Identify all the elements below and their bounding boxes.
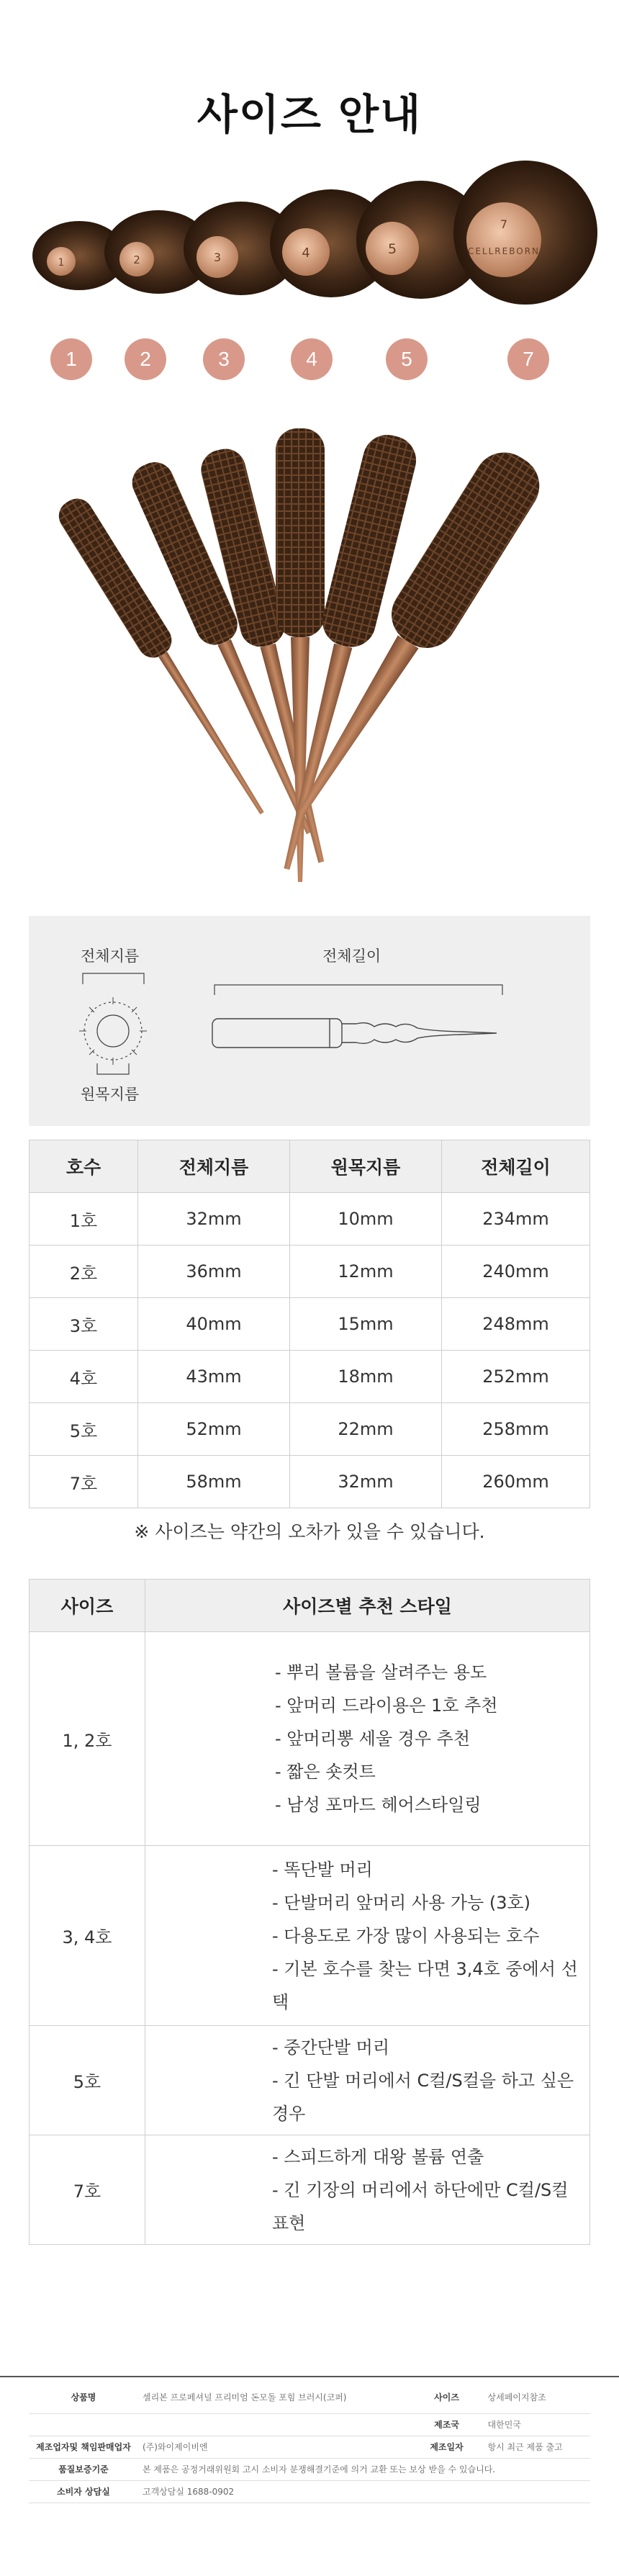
style-list-cell	[145, 1632, 590, 1846]
page-title: 사이즈 안내	[196, 90, 423, 139]
cell: 7호	[30, 1456, 138, 1508]
cell: 258mm	[442, 1403, 590, 1456]
style-list	[275, 1656, 589, 1821]
style-recommendation-table	[29, 1579, 590, 2245]
col-header-total-length: 전체길이	[442, 1140, 590, 1193]
brush-lineup-image	[29, 148, 597, 324]
measurement-diagram	[29, 916, 590, 1126]
info-value: 고객상담실 1688-0902	[138, 2480, 590, 2503]
table-row	[30, 1403, 590, 1456]
size-table	[29, 1140, 590, 1508]
number-badge-2: 2	[125, 338, 166, 380]
core-diameter-label: 원목지름	[81, 1086, 140, 1103]
cell: 52mm	[138, 1403, 290, 1456]
info-label-empty	[29, 2413, 138, 2436]
info-divider	[0, 2376, 619, 2377]
info-value-empty	[138, 2413, 410, 2436]
style-list-cell	[145, 2135, 590, 2245]
cell: 32mm	[138, 1193, 290, 1246]
list-item: - 짧은 숏컷트	[275, 1762, 376, 1782]
col-header-number: 호수	[30, 1140, 138, 1193]
table-row	[30, 1298, 590, 1351]
table-row	[29, 2458, 590, 2480]
info-label: 제조국	[410, 2413, 484, 2436]
info-value: 본 제품은 공정거래위원회 고시 소비자 분쟁해결기준에 의거 교환 또는 보상 받을 수 있습니다.	[138, 2458, 590, 2480]
info-label: 제조일자	[410, 2436, 484, 2458]
diagram-drawing	[29, 916, 590, 1126]
size-cell: 3, 4호	[30, 1846, 145, 2026]
table-row	[30, 1846, 590, 2026]
cell: 12mm	[290, 1246, 442, 1298]
table-row	[30, 1246, 590, 1298]
brush-engraving-4: 4	[302, 246, 310, 261]
cell: 3호	[30, 1298, 138, 1351]
cell: 4호	[30, 1351, 138, 1403]
brush-number-row	[0, 338, 619, 389]
col-header-size: 사이즈	[30, 1580, 145, 1632]
table-row	[30, 1351, 590, 1403]
cell: 58mm	[138, 1456, 290, 1508]
info-value: 대한민국	[484, 2413, 590, 2436]
cell: 22mm	[290, 1403, 442, 1456]
number-badge-1: 1	[50, 338, 92, 380]
cell: 5호	[30, 1403, 138, 1456]
table-row	[29, 2436, 590, 2458]
cell: 240mm	[442, 1246, 590, 1298]
table-row	[30, 2026, 590, 2135]
number-badge-7: 7	[507, 338, 549, 380]
style-table-header	[30, 1580, 590, 1632]
info-value: (주)와이제이비엔	[138, 2436, 410, 2458]
cell: 2호	[30, 1246, 138, 1298]
list-item: - 남성 포마드 헤어스타일링	[275, 1795, 482, 1815]
brand-engraving: CELLREBORN	[467, 246, 541, 256]
brush-engraving-3: 3	[213, 251, 222, 264]
style-list	[272, 1853, 589, 2019]
number-badge-3: 3	[203, 338, 245, 380]
cell: 40mm	[138, 1298, 290, 1351]
list-item: - 기본 호수를 찾는 다면 3,4호 중에서 선택	[272, 1958, 578, 2012]
list-item: - 긴 단발 머리에서 C컬/S컬을 하고 싶은 경우	[272, 2070, 574, 2124]
cell: 248mm	[442, 1298, 590, 1351]
cell: 260mm	[442, 1456, 590, 1508]
list-item: - 중간단발 머리	[272, 2037, 390, 2058]
col-header-total-diameter: 전체지름	[138, 1140, 290, 1193]
style-list	[272, 2031, 589, 2130]
total-length-label: 전체길이	[322, 947, 381, 965]
table-row	[30, 1456, 590, 1508]
size-cell: 7호	[30, 2135, 145, 2245]
list-item: - 단발머리 앞머리 사용 가능 (3호)	[272, 1892, 531, 1913]
list-item: - 뿌리 볼륨을 살려주는 용도	[275, 1662, 487, 1683]
size-cell: 1, 2호	[30, 1632, 145, 1846]
table-row	[29, 2480, 590, 2503]
list-item: - 스피드하게 대왕 볼륨 연출	[272, 2146, 484, 2167]
info-label: 사이즈	[410, 2382, 484, 2413]
cell: 252mm	[442, 1351, 590, 1403]
col-header-style: 사이즈별 추천 스타일	[145, 1580, 590, 1632]
product-info-table	[29, 2382, 590, 2503]
cell: 36mm	[138, 1246, 290, 1298]
total-diameter-label: 전체지름	[81, 947, 140, 965]
table-row	[30, 2135, 590, 2245]
info-value: 항시 최근 제품 출고	[484, 2436, 590, 2458]
info-value: 상세페이지참조	[484, 2382, 590, 2413]
table-row	[29, 2413, 590, 2436]
cell: 1호	[30, 1193, 138, 1246]
size-tolerance-note: ※ 사이즈는 약간의 오차가 있을 수 있습니다.	[134, 1521, 485, 1542]
style-list	[272, 2140, 589, 2240]
number-badge-5: 5	[386, 338, 428, 380]
info-label: 품질보증기준	[29, 2458, 138, 2480]
list-item: - 긴 기장의 머리에서 하단에만 C컬/S컬 표현	[272, 2179, 569, 2233]
brush-engraving-7: 7	[500, 217, 508, 231]
size-table-header	[30, 1140, 590, 1193]
brush-product-photo	[29, 400, 605, 889]
list-item: - 앞머리뽕 세울 경우 추천	[275, 1729, 471, 1749]
list-item: - 똑단발 머리	[272, 1859, 373, 1880]
info-label: 제조업자및 책임판매업자	[29, 2436, 138, 2458]
table-row	[30, 1193, 590, 1246]
cell: 18mm	[290, 1351, 442, 1403]
table-row	[29, 2382, 590, 2413]
cell: 15mm	[290, 1298, 442, 1351]
list-item: - 다용도로 가장 많이 사용되는 호수	[272, 1925, 540, 1946]
size-cell: 5호	[30, 2026, 145, 2135]
info-label: 소비자 상담실	[29, 2480, 138, 2503]
brush-engraving-1: 1	[58, 257, 65, 269]
brush-engraving-2: 2	[133, 253, 140, 266]
cell: 234mm	[442, 1193, 590, 1246]
style-list-cell	[145, 1846, 590, 2026]
cell: 32mm	[290, 1456, 442, 1508]
cell: 10mm	[290, 1193, 442, 1246]
style-list-cell	[145, 2026, 590, 2135]
brush-engraving-5: 5	[387, 241, 397, 257]
info-value: 셀리본 프로페셔널 프리미엄 돈모돌 포힘 브러시(코퍼)	[138, 2382, 410, 2413]
number-badge-4: 4	[291, 338, 333, 380]
col-header-core-diameter: 원목지름	[290, 1140, 442, 1193]
table-row	[30, 1632, 590, 1846]
list-item: - 앞머리 드라이용은 1호 추천	[275, 1695, 498, 1716]
info-label: 상품명	[29, 2382, 138, 2413]
cell: 43mm	[138, 1351, 290, 1403]
